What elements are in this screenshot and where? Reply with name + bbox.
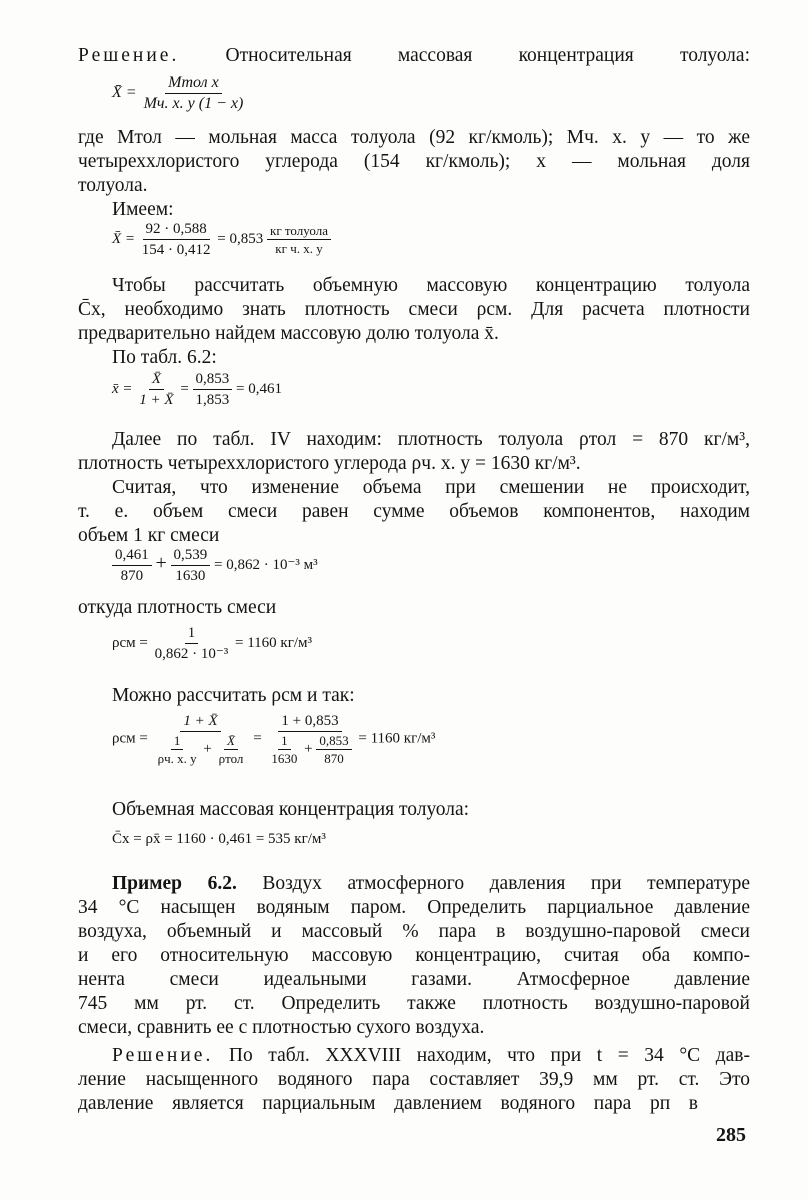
formula-ratio-value: X̄ = $\frac{92 \cdot 0,588}{154 \cdot 0,412}$ = 0,853 $\frac{\text{кг толуола}}{\text{кг ч. х. у}}$ xyxy=(112,220,331,259)
text-line: Можно рассчитать ρсм и так: xyxy=(112,685,355,706)
text-line: Имеем: xyxy=(112,199,174,220)
solution-2-intro: Решение. По табл. XXXVIII находим, что при t = 34 °С дав- xyxy=(112,1045,750,1066)
formula-volume: $\frac{0,461}{870}$ + $\frac{0,539}{1630}$ = 0,862 · 10⁻³ м³ xyxy=(112,546,318,585)
formula-density: ρсм = $\frac{1}{\text{0,862 · 10⁻³}}$ = 1160 кг/м³ xyxy=(112,625,313,662)
text-line: смеси, сравнить ее с плотностью сухого воздуха. xyxy=(78,1017,485,1038)
text-line: Чтобы рассчитать объемную массовую концентрацию толуола xyxy=(112,275,750,296)
text-line: воздуха, объемный и массовый % пара в воздушно-паровой смеси xyxy=(78,921,750,942)
formula-density-alt: ρсм = 1 + X̄ $\frac{1}{\rho ч. х. у}$ + $\frac{X̄}{\text{ρтол}}$ = 1 + 0,853 $\frac{1}{1630}$ + $\frac{0,853}{870}$ = 1160 кг/м³ xyxy=(112,713,436,766)
page-number: 285 xyxy=(716,1124,746,1146)
text-line: Далее по табл. IV находим: плотность толуола ρтол = 870 кг/м³, xyxy=(112,429,750,450)
example-6-2-intro: Пример 6.2. Воздух атмосферного давления при температуре xyxy=(112,873,750,894)
text-line: объем 1 кг смеси xyxy=(78,525,220,546)
text-line: т. е. объем смеси равен сумме объемов компонентов, находим xyxy=(78,501,750,522)
text-line: Считая, что изменение объема при смешении не происходит, xyxy=(112,477,750,498)
solution-1-intro: Решение. Относительная массовая концентрация толуола: xyxy=(78,45,750,66)
formula-mass-ratio: X̄ = $\frac{\text{Mтол x}}{Mч. х. у (1 - x)}$ xyxy=(112,74,244,112)
text-line: нента смеси идеальными газами. Атмосферное давление xyxy=(78,969,750,990)
text-line: ление насыщенного водяного пара составляет 39,9 мм рт. ст. Это xyxy=(78,1069,750,1090)
text-line: 34 °С насыщен водяным паром. Определить парциальное давление xyxy=(78,897,750,918)
text-line: четыреххлористого углерода (154 кг/кмоль); x — мольная доля xyxy=(78,151,750,172)
text-line: C̄x, необходимо знать плотность смеси ρсм. Для расчета плотности xyxy=(78,299,750,320)
text-line: По табл. 6.2: xyxy=(112,347,217,368)
formula-mass-fraction: x̄ = $\frac{X̄}{1 + X̄}$ = $\frac{0,853}{1,853}$ = 0,461 xyxy=(112,371,283,408)
text-line: откуда плотность смеси xyxy=(78,597,277,618)
text-line: толуола. xyxy=(78,175,148,196)
text-line: предварительно найдем массовую долю толуола x̄. xyxy=(78,323,499,344)
formula-volume-concentration: C̄x = ρx̄ = 1160 · 0,461 = 535 кг/м³ xyxy=(112,831,326,847)
text-line: где Mтол — мольная масса толуола (92 кг/кмоль); Mч. х. у — то же xyxy=(78,127,750,148)
text-line: 745 мм рт. ст. Определить также плотность воздушно-паровой xyxy=(78,993,750,1014)
text-line: и его относительную массовую концентрацию, считая оба компо- xyxy=(78,945,750,966)
text-line: Объемная массовая концентрация толуола: xyxy=(112,799,470,820)
text-line: плотность четыреххлористого углерода ρч. х. у = 1630 кг/м³. xyxy=(78,453,581,474)
text-line: давление является парциальным давлением водяного пара pп в xyxy=(78,1093,698,1114)
